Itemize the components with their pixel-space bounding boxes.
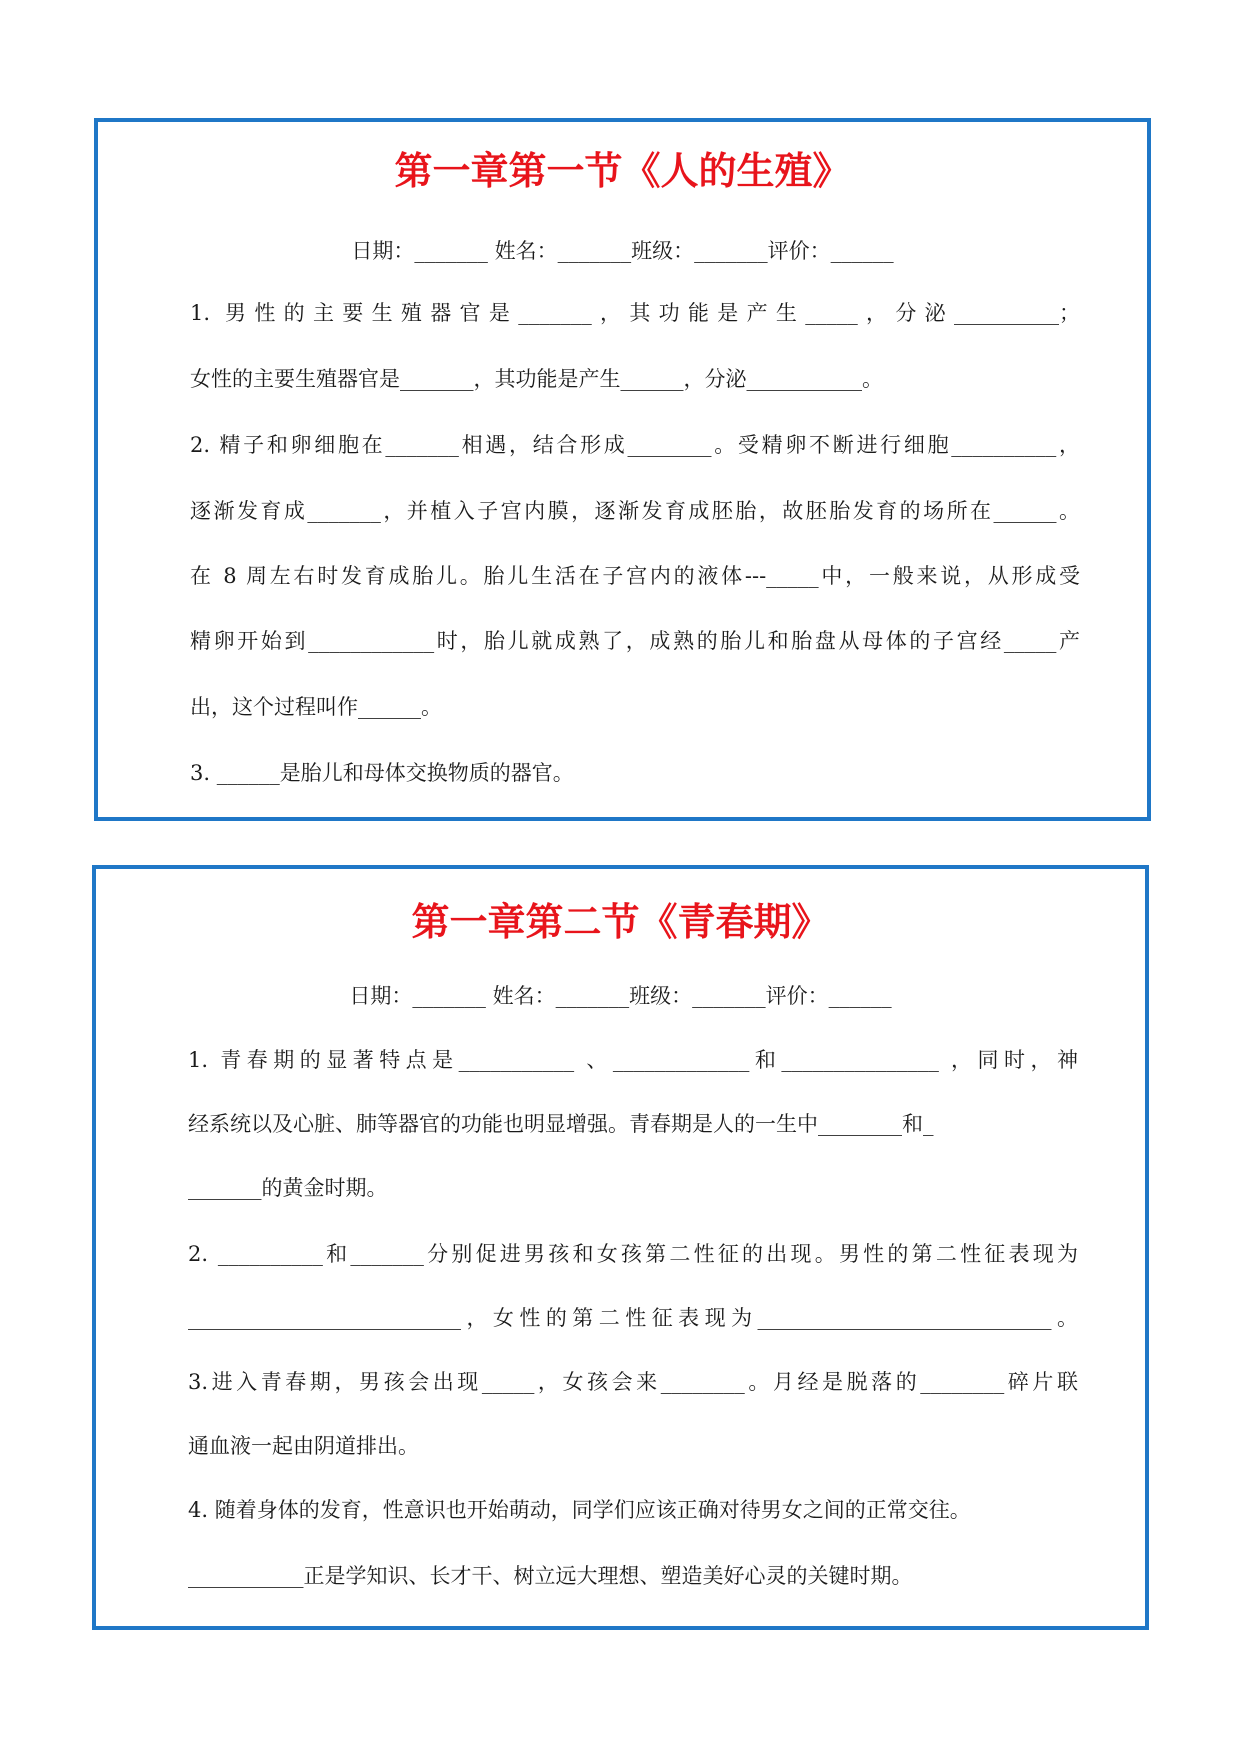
section-title: 第一章第二节《青春期》 <box>411 899 830 944</box>
question-2-line-5: 出，这个过程叫作______。 <box>190 695 442 719</box>
question-3-line-1: 3. ______是胎儿和母体交换物质的器官。 <box>190 761 574 785</box>
question-2-line-3: 在 8 周左右时发育成胎儿。胎儿生活在子宫内的液体---_____中，一般来说，从形成受 <box>190 564 1080 588</box>
question-2-line-2: 逐渐发育成_______，并植入子宫内膜，逐渐发育成胚胎，故胚胎发育的场所在______。 <box>190 499 1080 523</box>
question-1-line-2: 经系统以及心脏、肺等器官的功能也明显增强。青春期是人的一生中________和_ <box>188 1112 934 1136</box>
question-2-line-2: __________________________，女性的第二性征表现为____________________________。 <box>188 1306 1078 1330</box>
question-1-line-1: 1. 男性的主要生殖器官是_______，其功能是产生_____，分泌__________； <box>190 301 1080 325</box>
question-2-line-1: 2. 精子和卵细胞在_______相遇，结合形成________。受精卵不断进行细胞__________， <box>190 433 1080 457</box>
question-4-line-1: 4. 随着身体的发育，性意识也开始萌动，同学们应该正确对待男女之间的正常交往。 <box>188 1498 971 1522</box>
question-1-line-1: 1. 青春期的显著特点是___________ 、_____________和_______________ ，同时，神 <box>188 1048 1078 1072</box>
question-4-line-2: ___________正是学知识、长才干、树立远大理想、塑造美好心灵的关键时期。 <box>188 1564 913 1588</box>
section-title: 第一章第一节《人的生殖》 <box>394 148 851 193</box>
student-info-line: 日期：_______ 姓名：_______班级：_______评价：______ <box>349 984 892 1008</box>
question-2-line-1: 2. __________和_______分别促进男孩和女孩第二性征的出现。男性的第二性征表现为 <box>188 1242 1078 1266</box>
worksheet-card-puberty <box>92 865 1149 1630</box>
worksheet-card-human-reproduction <box>94 118 1151 821</box>
question-1-line-2: 女性的主要生殖器官是_______，其功能是产生______，分泌___________。 <box>190 367 883 391</box>
question-2-line-4: 精卵开始到____________时，胎儿就成熟了，成熟的胎儿和胎盘从母体的子宫经_____产 <box>190 629 1080 653</box>
student-info-line: 日期：_______ 姓名：_______班级：_______评价：______ <box>351 239 894 263</box>
question-3-line-2: 通血液一起由阴道排出。 <box>188 1434 419 1458</box>
question-3-line-1: 3.进入青春期，男孩会出现_____，女孩会来________。月经是脱落的________碎片联 <box>188 1370 1078 1394</box>
question-1-line-3: _______的黄金时期。 <box>188 1176 388 1200</box>
